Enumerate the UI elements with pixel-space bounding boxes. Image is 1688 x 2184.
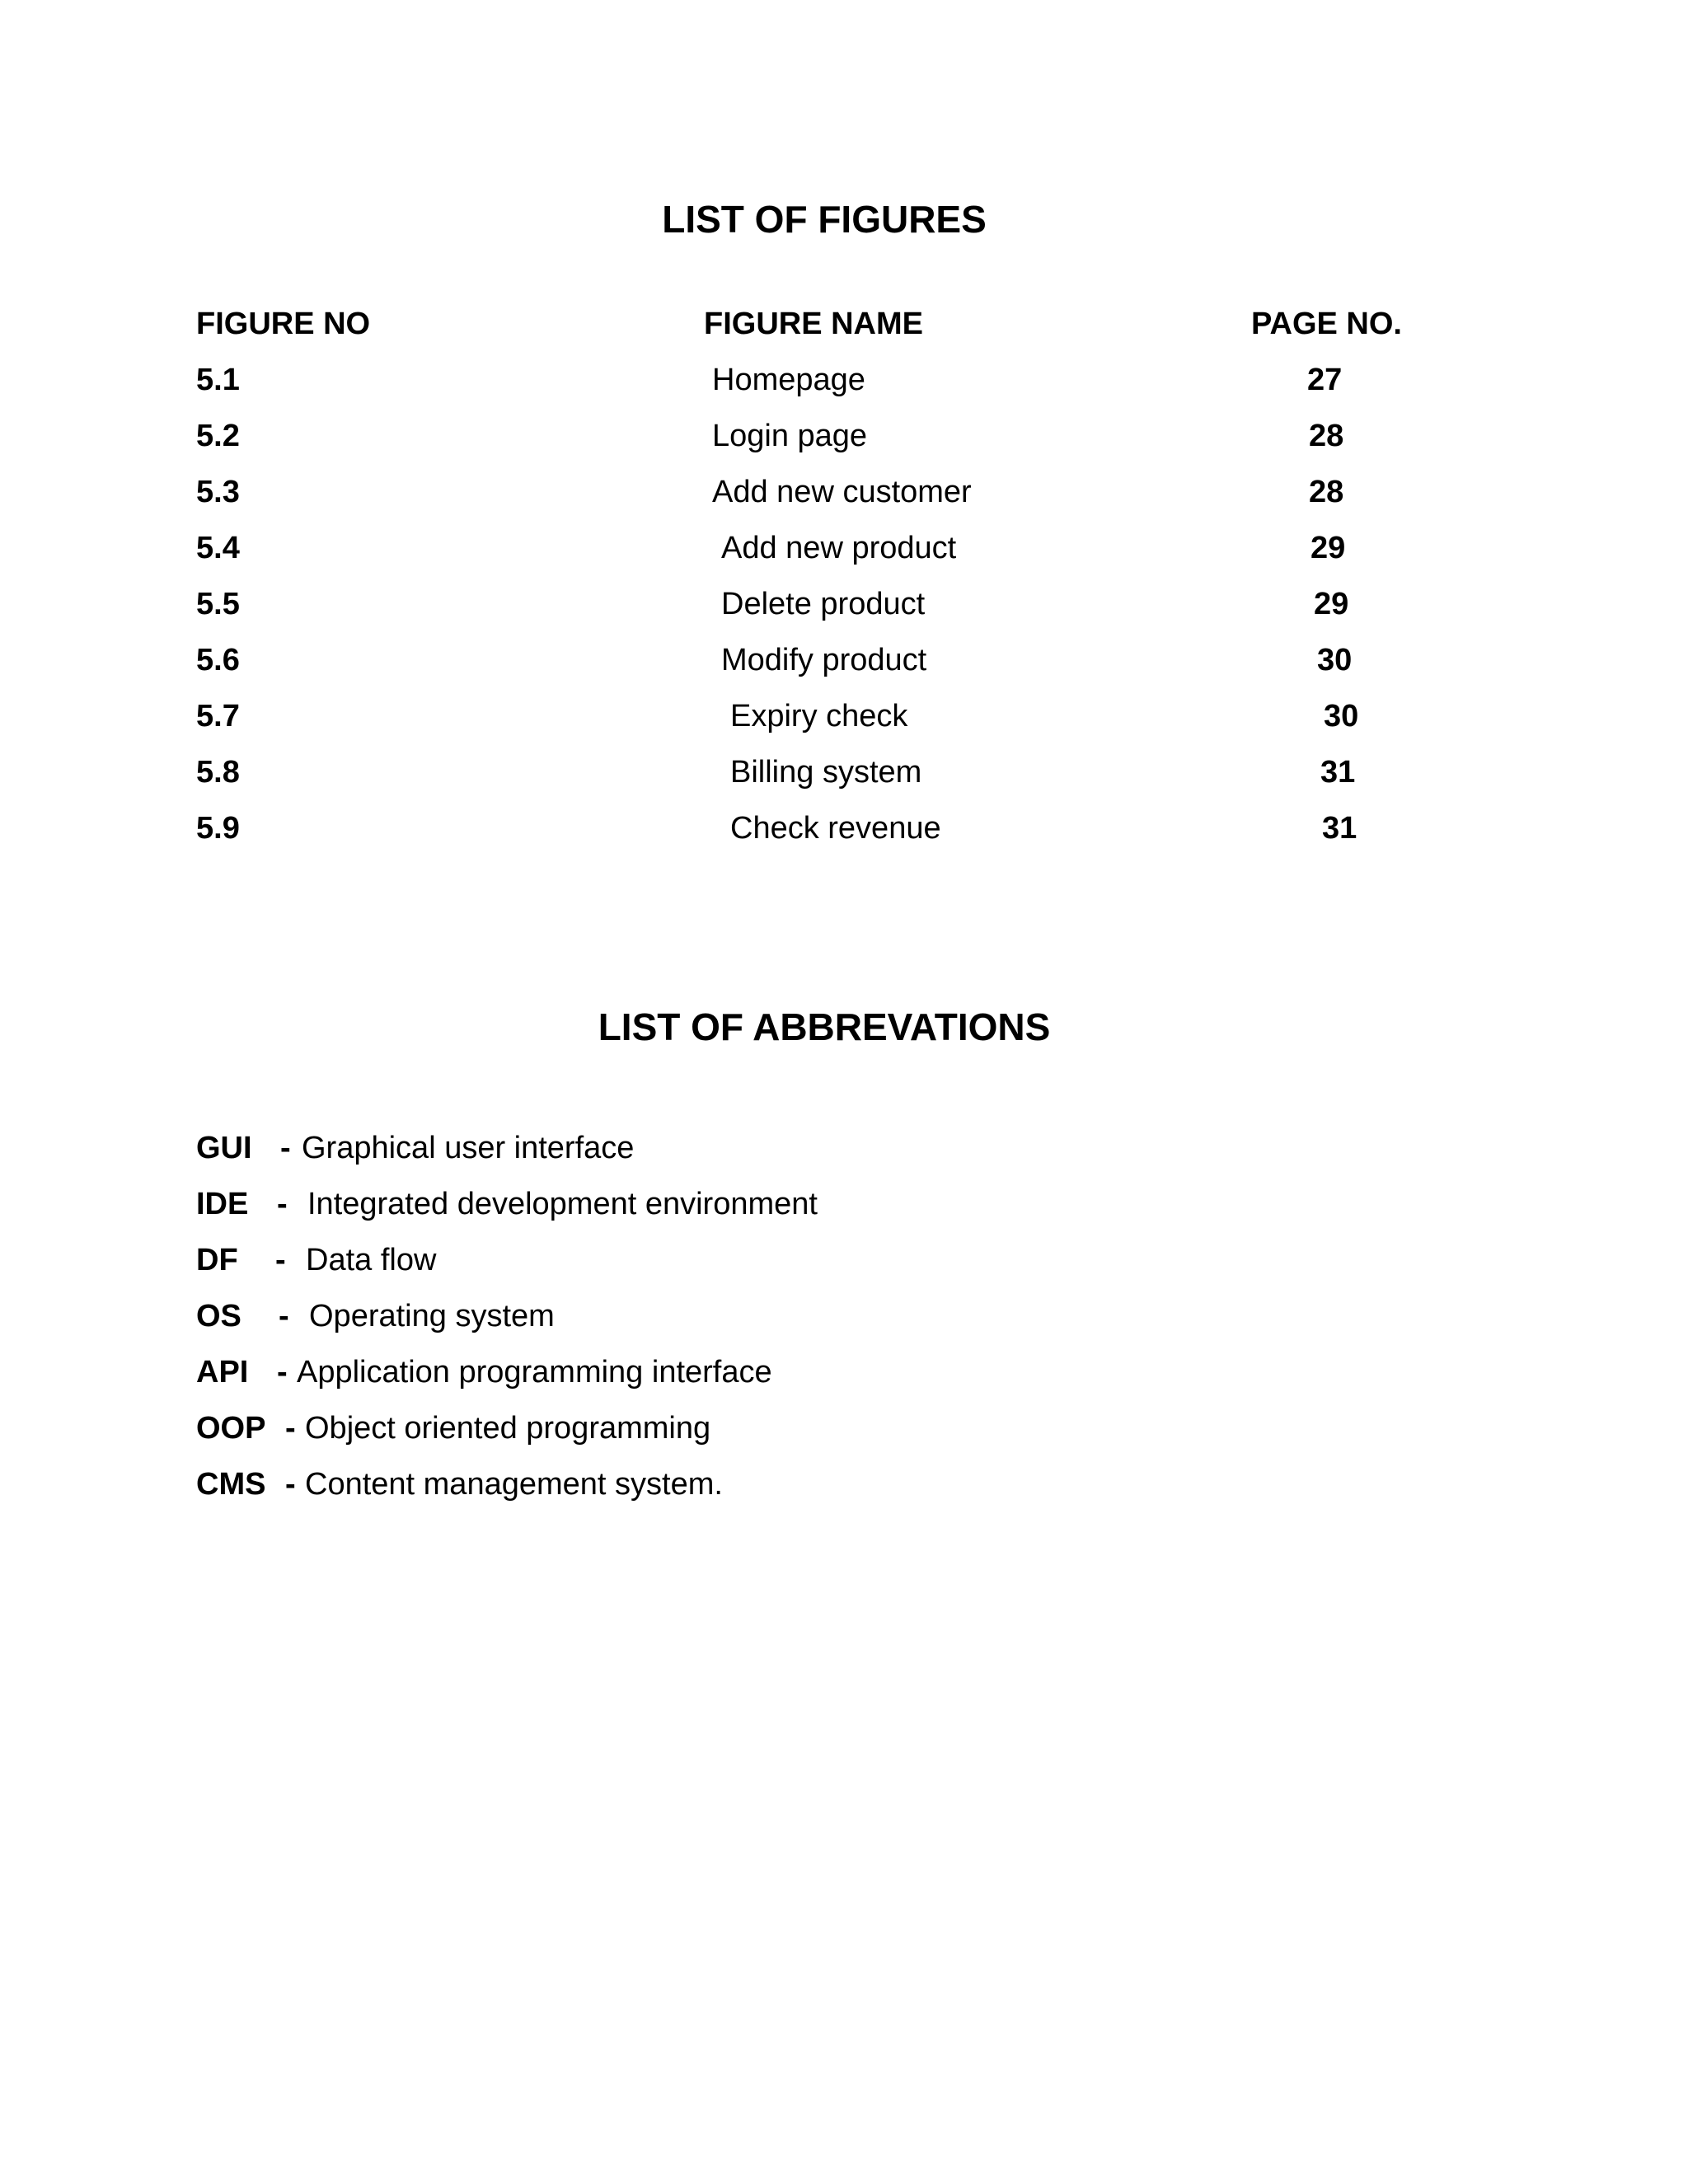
- abbreviation-dash: -: [275, 1243, 286, 1277]
- figure-name: Add new product: [721, 531, 957, 565]
- abbreviation-meaning: Integrated development environment: [307, 1187, 818, 1221]
- table-row: [196, 808, 1515, 864]
- figure-number: 5.1: [196, 363, 240, 397]
- table-row: [196, 359, 1515, 415]
- list-item: [196, 1408, 1350, 1464]
- list-item: [196, 1127, 1350, 1183]
- figure-page: 30: [1317, 643, 1353, 677]
- abbreviation-meaning: Application programming interface: [297, 1355, 772, 1390]
- abbreviation-dash: -: [277, 1355, 288, 1390]
- figures-table-header: [196, 303, 1515, 359]
- abbreviation-term: OOP: [196, 1411, 266, 1446]
- table-row: [196, 640, 1515, 696]
- figure-number: 5.4: [196, 531, 240, 565]
- figure-number: 5.2: [196, 419, 240, 453]
- list-of-abbreviations-title: LIST OF ABBREVATIONS: [598, 1005, 1051, 1048]
- figure-page: 30: [1324, 699, 1359, 733]
- table-row: [196, 527, 1515, 583]
- abbreviation-meaning: Object oriented programming: [305, 1411, 711, 1446]
- abbreviation-meaning: Content management system.: [305, 1467, 723, 1502]
- figure-number: 5.6: [196, 643, 240, 677]
- abbreviation-dash: -: [277, 1187, 288, 1221]
- figure-page: 31: [1322, 811, 1357, 846]
- header-figure-no: FIGURE NO: [196, 307, 371, 341]
- list-item: [196, 1464, 1350, 1520]
- figure-name: Check revenue: [730, 811, 941, 846]
- list-item: [196, 1240, 1350, 1296]
- table-row: [196, 752, 1515, 808]
- figure-page: 28: [1309, 419, 1344, 453]
- abbreviation-dash: -: [285, 1467, 296, 1502]
- table-row: [196, 696, 1515, 752]
- figure-page: 29: [1311, 531, 1346, 565]
- figure-page: 28: [1309, 475, 1344, 509]
- abbreviation-meaning: Graphical user interface: [302, 1131, 635, 1165]
- header-figure-name: FIGURE NAME: [704, 307, 923, 341]
- table-row: [196, 583, 1515, 640]
- figure-name: Homepage: [712, 363, 865, 397]
- figure-page: 31: [1320, 755, 1356, 790]
- figure-number: 5.7: [196, 699, 240, 733]
- header-page-no: PAGE NO.: [1251, 307, 1402, 341]
- figure-number: 5.9: [196, 811, 240, 846]
- figure-name: Modify product: [721, 643, 927, 677]
- figure-number: 5.3: [196, 475, 240, 509]
- list-item: [196, 1352, 1350, 1408]
- list-item: [196, 1183, 1350, 1240]
- figure-number: 5.5: [196, 587, 240, 621]
- figure-name: Expiry check: [730, 699, 908, 733]
- abbreviation-meaning: Operating system: [309, 1299, 555, 1333]
- table-row: [196, 415, 1515, 471]
- figures-table: [196, 303, 1515, 864]
- figure-name: Delete product: [721, 587, 926, 621]
- figure-name: Billing system: [730, 755, 922, 790]
- abbreviation-dash: -: [279, 1299, 289, 1333]
- abbreviations-list: [196, 1127, 1350, 1520]
- abbreviation-term: DF: [196, 1243, 238, 1277]
- list-item: [196, 1296, 1350, 1352]
- figure-number: 5.8: [196, 755, 240, 790]
- abbreviation-dash: -: [285, 1411, 296, 1446]
- abbreviation-term: IDE: [196, 1187, 249, 1221]
- figure-page: 29: [1314, 587, 1349, 621]
- abbreviation-dash: -: [280, 1131, 291, 1165]
- abbreviation-term: CMS: [196, 1467, 266, 1502]
- list-of-figures-title: LIST OF FIGURES: [662, 198, 987, 241]
- abbreviation-meaning: Data flow: [306, 1243, 437, 1277]
- abbreviation-term: API: [196, 1355, 249, 1390]
- abbreviation-term: GUI: [196, 1131, 252, 1165]
- figure-name: Login page: [712, 419, 868, 453]
- figure-page: 27: [1307, 363, 1343, 397]
- abbreviation-term: OS: [196, 1299, 241, 1333]
- table-row: [196, 471, 1515, 527]
- figure-name: Add new customer: [712, 475, 972, 509]
